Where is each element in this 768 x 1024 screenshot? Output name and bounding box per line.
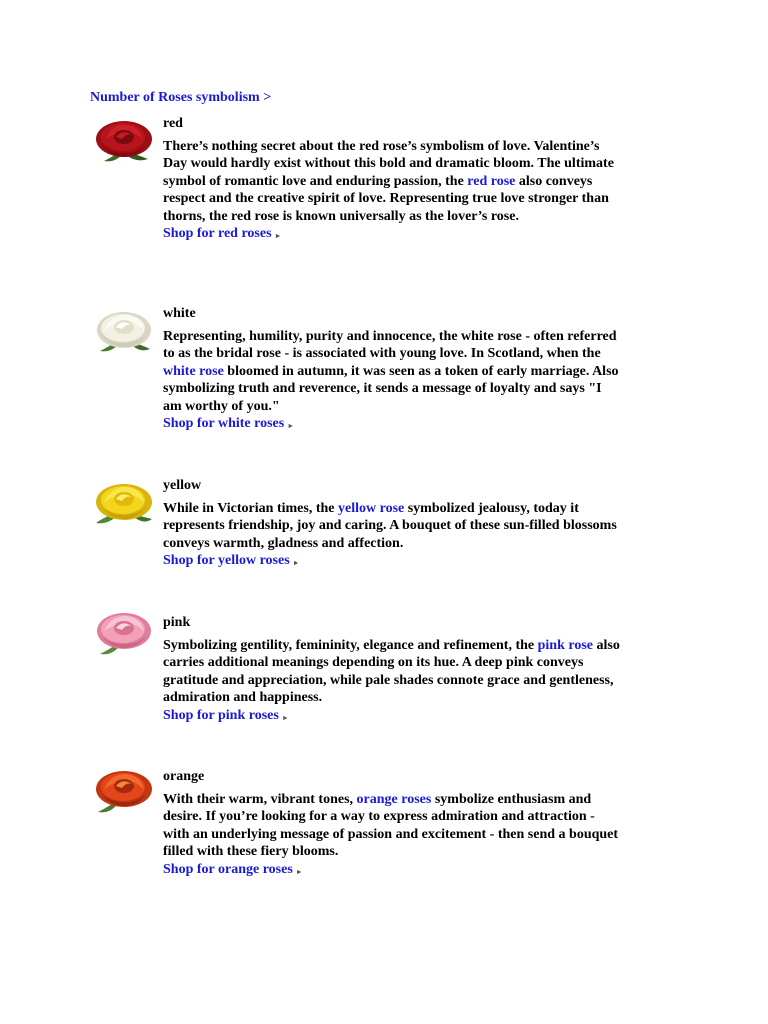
rose-name: orange: [163, 769, 205, 784]
red-rose-link[interactable]: red rose: [467, 173, 516, 189]
triangle-right-icon: ►: [295, 867, 303, 876]
shop-white-roses-link[interactable]: Shop for white roses ►: [163, 415, 294, 435]
pink-rose-icon: [92, 606, 156, 658]
rose-description: While in Victorian times, the yellow rose symbolized jealousy, today it represents friendship, joy and caring. A bouquet of these sun-filled blossoms conveys warmth, gladness and affection. Shop for yellow roses ►: [163, 500, 623, 573]
shop-pink-roses-link[interactable]: Shop for pink roses ►: [163, 707, 289, 727]
red-rose-icon: [92, 115, 156, 167]
rose-name: white: [163, 306, 196, 321]
shop-yellow-roses-link[interactable]: Shop for yellow roses ►: [163, 552, 300, 572]
white-rose-link[interactable]: white rose: [163, 363, 224, 379]
rose-name: red: [163, 116, 183, 131]
rose-description: With their warm, vibrant tones, orange roses symbolize enthusiasm and desire. If you’re looking for a way to express admiration and attraction - with an underlying message of passion and excitement - then send a bouquet filled with these fiery blooms. Shop for orange roses ►: [163, 791, 623, 881]
rose-description: Representing, humility, purity and innocence, the white rose - often referred to as the bridal rose - is associated with young love. In Scotland, when the white rose bloomed in autumn, it was seen as a token of early marriage. Also symbolizing truth and reverence, it sends a message of loyalty and says "I am worthy of you." Shop for white roses ►: [163, 328, 623, 435]
pink-rose-link[interactable]: pink rose: [537, 638, 593, 653]
shop-orange-roses-link[interactable]: Shop for orange roses ►: [163, 861, 303, 881]
yellow-rose-icon: [92, 477, 156, 529]
rose-description: There’s nothing secret about the red rose’s symbolism of love. Valentine’s Day would hardly exist without this bold and dramatic bloom. The ultimate symbol of romantic love and enduring passion, the red rose also conveys respect and the creative spirit of love. Representing true love stronger than thorns, the red rose is known universally as the lover’s rose. Shop for red roses ►: [163, 138, 623, 245]
triangle-right-icon: ►: [281, 713, 289, 722]
rose-name: pink: [163, 615, 191, 630]
yellow-rose-link[interactable]: yellow rose: [338, 501, 405, 516]
shop-red-roses-link[interactable]: Shop for red roses ►: [163, 225, 281, 245]
triangle-right-icon: ►: [274, 232, 282, 241]
orange-roses-link[interactable]: orange roses: [356, 792, 432, 807]
white-rose-icon: [92, 305, 156, 357]
roses-symbolism-link[interactable]: Number of Roses symbolism >: [90, 90, 272, 105]
triangle-right-icon: ►: [287, 422, 295, 431]
rose-name: yellow: [163, 478, 202, 493]
triangle-right-icon: ►: [292, 559, 300, 568]
rose-description: Symbolizing gentility, femininity, elegance and refinement, the pink rose also carries additional meanings depending on its hue. A deep pink conveys gratitude and appreciation, while pale shades connote grace and gentleness, admiration and happiness. Shop for pink roses ►: [163, 637, 623, 727]
orange-rose-icon: [92, 764, 156, 816]
